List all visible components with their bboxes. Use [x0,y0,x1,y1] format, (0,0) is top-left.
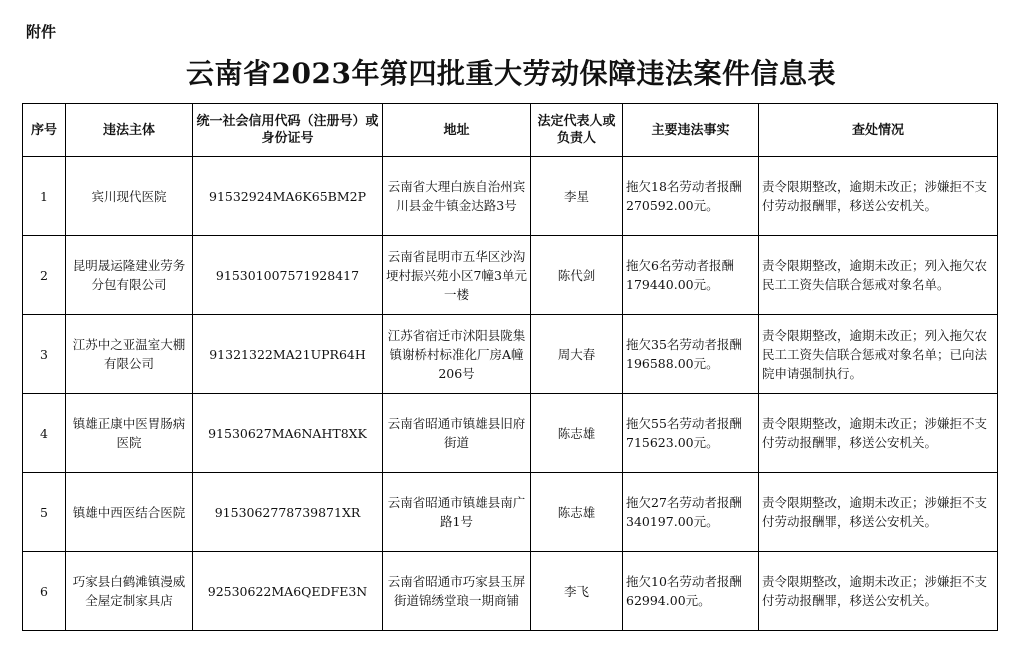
cell-facts: 拖欠18名劳动者报酬270592.00元。 [623,157,759,236]
header-facts: 主要违法事实 [623,104,759,157]
cell-address: 云南省大理白族自治州宾川县金牛镇金达路3号 [383,157,531,236]
cell-subject: 镇雄中西医结合医院 [66,473,193,552]
cell-no: 5 [23,473,66,552]
cell-facts: 拖欠35名劳动者报酬196588.00元。 [623,315,759,394]
header-code: 统一社会信用代码（注册号）或身份证号 [193,104,383,157]
table-row [23,552,998,631]
cell-result: 责令限期整改，逾期未改正；涉嫌拒不支付劳动报酬罪，移送公安机关。 [759,552,998,631]
cell-subject: 宾川现代医院 [66,157,193,236]
cell-subject: 巧家县白鹤滩镇漫威全屋定制家具店 [66,552,193,631]
header-no: 序号 [23,104,66,157]
header-representative: 法定代表人或负责人 [531,104,623,157]
cell-representative: 陈代剑 [531,236,623,315]
cell-code: 91532924MA6K65BM2P [193,157,383,236]
table-row [23,394,998,473]
cell-subject: 昆明晟运隆建业劳务分包有限公司 [66,236,193,315]
cell-no: 6 [23,552,66,631]
attachment-label: 附件 [26,23,57,41]
cell-subject: 江苏中之亚温室大棚有限公司 [66,315,193,394]
cell-code: 91321322MA21UPR64H [193,315,383,394]
cell-code: 915301007571928417 [193,236,383,315]
cell-code: 92530622MA6QEDFE3N [193,552,383,631]
cell-no: 3 [23,315,66,394]
cell-no: 4 [23,394,66,473]
table-row [23,473,998,552]
cell-address: 云南省昭通市镇雄县旧府街道 [383,394,531,473]
document-title: 云南省2023年第四批重大劳动保障违法案件信息表 [186,57,836,90]
header-result: 查处情况 [759,104,998,157]
cell-code: 9153062778739871XR [193,473,383,552]
cell-code: 91530627MA6NAHT8XK [193,394,383,473]
table-row [23,315,998,394]
cell-representative: 陈志雄 [531,473,623,552]
cell-result: 责令限期整改，逾期未改正；列入拖欠农民工工资失信联合惩戒对象名单。 [759,236,998,315]
cell-representative: 李飞 [531,552,623,631]
cell-representative: 李星 [531,157,623,236]
cell-no: 2 [23,236,66,315]
cell-address: 云南省昭通市巧家县玉屏街道锦绣堂琅一期商铺 [383,552,531,631]
cell-result: 责令限期整改，逾期未改正；列入拖欠农民工工资失信联合惩戒对象名单；已向法院申请强制执行。 [759,315,998,394]
table-header-row [23,104,998,157]
header-address: 地址 [383,104,531,157]
cell-facts: 拖欠55名劳动者报酬715623.00元。 [623,394,759,473]
cell-address: 云南省昭通市镇雄县南广路1号 [383,473,531,552]
cell-facts: 拖欠10名劳动者报酬62994.00元。 [623,552,759,631]
table-row [23,157,998,236]
cell-result: 责令限期整改，逾期未改正；涉嫌拒不支付劳动报酬罪，移送公安机关。 [759,394,998,473]
cell-no: 1 [23,157,66,236]
cell-result: 责令限期整改，逾期未改正；涉嫌拒不支付劳动报酬罪，移送公安机关。 [759,473,998,552]
cell-address: 云南省昆明市五华区沙沟埂村振兴苑小区7幢3单元一楼 [383,236,531,315]
case-info-table [22,103,998,631]
table-row [23,236,998,315]
cell-facts: 拖欠27名劳动者报酬340197.00元。 [623,473,759,552]
header-subject: 违法主体 [66,104,193,157]
cell-address: 江苏省宿迁市沭阳县陇集镇谢桥村标准化厂房A幢206号 [383,315,531,394]
cell-subject: 镇雄正康中医胃肠病医院 [66,394,193,473]
cell-result: 责令限期整改，逾期未改正；涉嫌拒不支付劳动报酬罪，移送公安机关。 [759,157,998,236]
cell-facts: 拖欠6名劳动者报酬179440.00元。 [623,236,759,315]
cell-representative: 陈志雄 [531,394,623,473]
cell-representative: 周大春 [531,315,623,394]
